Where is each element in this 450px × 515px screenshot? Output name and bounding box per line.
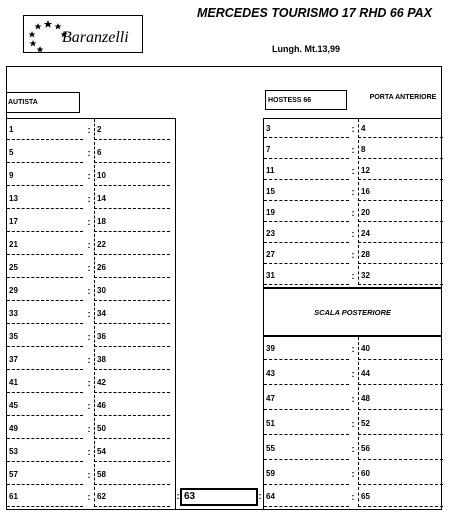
seat-cell (94, 349, 170, 370)
seat-cell (7, 349, 83, 370)
seat-number: 49 (9, 423, 18, 433)
seat-number: 21 (9, 239, 18, 249)
seat-cell (7, 211, 83, 232)
seat-cell (358, 266, 443, 285)
seat-number: 12 (361, 165, 370, 175)
hostess-label: HOSTESS 66 (268, 97, 312, 104)
seat-number: 60 (361, 468, 370, 478)
seat-number: 5 (9, 147, 14, 157)
seat-cell (7, 418, 83, 439)
seat-cell (358, 487, 443, 507)
seat-cell (7, 142, 83, 163)
seat-number: 4 (361, 123, 366, 133)
seat-cell (264, 245, 349, 264)
seat-number: 36 (97, 331, 106, 341)
rear-stairs-label: SCALA POSTERIORE (314, 308, 391, 317)
star-icon (35, 23, 42, 30)
seat-cell (94, 464, 170, 485)
seat-separator: : (87, 124, 91, 135)
seat-separator: : (87, 193, 91, 204)
seat-separator: : (87, 285, 91, 296)
seat-cell (264, 412, 349, 435)
seat-number: 3 (266, 123, 271, 133)
seat-number: 26 (97, 262, 106, 272)
seat-cell (264, 161, 349, 180)
seat-number: 59 (266, 468, 275, 478)
seat-cell (7, 257, 83, 278)
seat-number: 57 (9, 469, 18, 479)
seat-number: 2 (97, 124, 102, 134)
seat-separator: : (87, 423, 91, 434)
seat-number: 61 (9, 492, 18, 501)
seat-cell (94, 257, 170, 278)
logo (23, 15, 143, 53)
seat-number: 52 (361, 418, 370, 428)
seat-number: 22 (97, 239, 106, 249)
seat-separator: : (351, 249, 355, 260)
seat-cell (264, 387, 349, 410)
seat-cell (264, 462, 349, 485)
seat-separator: : (351, 123, 355, 134)
seat-number: 24 (361, 228, 370, 238)
seat-number: 18 (97, 216, 106, 226)
seat-number: 35 (9, 331, 18, 341)
seat-separator: : (351, 270, 355, 281)
seat-number: 53 (9, 446, 18, 456)
seat-number: 1 (9, 124, 14, 134)
seat-cell (7, 464, 83, 485)
seat-cell (94, 165, 170, 186)
seat-separator: : (87, 147, 91, 158)
seat-separator: : (87, 170, 91, 181)
seat-cell (358, 161, 443, 180)
seat-number: 33 (9, 308, 18, 318)
star-icon (29, 31, 36, 38)
seat-cell (94, 211, 170, 232)
seat-number: 23 (266, 228, 275, 238)
seat-cell (358, 362, 443, 385)
seat-separator: : (87, 308, 91, 319)
seat-cell (358, 245, 443, 264)
seat-cell (94, 234, 170, 255)
seat-separator: : (87, 446, 91, 457)
seat-cell (7, 280, 83, 301)
seat-separator: : (176, 491, 180, 501)
seat-number: 39 (266, 343, 275, 353)
seat-cell (94, 188, 170, 209)
seat-number: 31 (266, 270, 275, 280)
seat-number: 30 (97, 285, 106, 295)
star-icon (30, 40, 37, 47)
seat-number: 19 (266, 207, 275, 217)
seat-cell (264, 266, 349, 285)
seat-cell (94, 487, 170, 507)
seat-number: 42 (97, 377, 106, 387)
seat-cell (264, 337, 349, 360)
seat-cell (7, 234, 83, 255)
seat-number: 38 (97, 354, 106, 364)
seat-number: 29 (9, 285, 18, 295)
seat-number: 32 (361, 270, 370, 280)
seat-number: 56 (361, 443, 370, 453)
seat-cell (7, 119, 83, 140)
seat-number: 8 (361, 144, 366, 154)
seat-number: 13 (9, 193, 18, 203)
seat-cell (264, 203, 349, 222)
seat-cell (94, 372, 170, 393)
seat-cell (264, 119, 349, 138)
seat-number: 25 (9, 262, 18, 272)
seat-cell (94, 280, 170, 301)
front-door-label: PORTA ANTERIORE (369, 94, 437, 101)
seat-number: 48 (361, 393, 370, 403)
seat-number: 64 (266, 492, 275, 501)
seat-cell (264, 437, 349, 460)
seat-separator: : (351, 393, 355, 404)
seat-cell-63 (180, 488, 258, 506)
seat-number: 14 (97, 193, 106, 203)
seat-separator: : (87, 262, 91, 273)
seat-number: 40 (361, 343, 370, 353)
seat-separator: : (87, 469, 91, 480)
seat-cell (358, 119, 443, 138)
seat-cell (94, 418, 170, 439)
seat-separator: : (87, 239, 91, 250)
seat-number: 7 (266, 144, 271, 154)
seat-cell (94, 303, 170, 324)
seat-cell (7, 326, 83, 347)
seat-number: 6 (97, 147, 102, 157)
seat-number: 10 (97, 170, 106, 180)
seat-number: 47 (266, 393, 275, 403)
seat-cell (264, 224, 349, 243)
seat-cell (7, 441, 83, 462)
seat-number: 15 (266, 186, 275, 196)
seat-separator: : (87, 400, 91, 411)
seat-cell (358, 224, 443, 243)
seat-number: 27 (266, 249, 275, 259)
seat-cell (358, 337, 443, 360)
star-icon (37, 46, 44, 52)
seat-number: 37 (9, 354, 18, 364)
seat-separator: : (351, 186, 355, 197)
seat-separator: : (351, 368, 355, 379)
seat-separator: : (351, 144, 355, 155)
seat-number: 65 (361, 492, 370, 501)
seat-number: 16 (361, 186, 370, 196)
seat-cell (264, 362, 349, 385)
seat-separator: : (351, 165, 355, 176)
seat-number: 50 (97, 423, 106, 433)
driver-label: AUTISTA (8, 99, 38, 106)
seat-number: 54 (97, 446, 106, 456)
seat-separator: : (351, 207, 355, 218)
seat-cell (7, 188, 83, 209)
seat-separator: : (351, 443, 355, 454)
seat-number: 9 (9, 170, 14, 180)
seat-cell (358, 182, 443, 201)
seat-cell (358, 203, 443, 222)
seat-number: 46 (97, 400, 106, 410)
seat-separator: : (87, 354, 91, 365)
seat-number: 58 (97, 469, 106, 479)
seat-number: 17 (9, 216, 18, 226)
seat-separator: : (351, 228, 355, 239)
seat-separator: : (87, 331, 91, 342)
seat-separator: : (87, 216, 91, 227)
seat-number: 20 (361, 207, 370, 217)
seat-number: 62 (97, 492, 106, 501)
seat-cell (7, 372, 83, 393)
seat-cell (7, 303, 83, 324)
seat-cell (358, 462, 443, 485)
page-title: MERCEDES TOURISMO 17 RHD 66 PAX (197, 6, 433, 20)
seat-number: 44 (361, 368, 370, 378)
seat-cell (264, 182, 349, 201)
vehicle-length: Lungh. Mt.13,99 (272, 44, 341, 54)
seat-number: 51 (266, 418, 275, 428)
seat-separator: : (87, 492, 91, 502)
seat-separator: : (351, 418, 355, 429)
seat-number: 63 (184, 491, 196, 502)
seat-number: 43 (266, 368, 275, 378)
seat-number: 11 (266, 165, 275, 175)
seat-separator: : (258, 491, 262, 501)
seat-number: 45 (9, 400, 18, 410)
seat-cell (358, 387, 443, 410)
logo-text: Baranzelli (62, 29, 129, 46)
seat-cell (7, 165, 83, 186)
seat-cell (7, 487, 83, 507)
seat-cell (94, 119, 170, 140)
seat-separator: : (351, 492, 355, 502)
seat-cell (264, 140, 349, 159)
seat-cell (94, 326, 170, 347)
seat-separator: : (351, 468, 355, 479)
seat-cell (358, 140, 443, 159)
seat-cell (7, 395, 83, 416)
seat-cell (94, 142, 170, 163)
seat-separator: : (87, 377, 91, 388)
star-icon (44, 20, 52, 28)
seat-cell (264, 487, 349, 507)
seat-number: 34 (97, 308, 106, 318)
seat-number: 28 (361, 249, 370, 259)
seat-number: 55 (266, 443, 275, 453)
seat-cell (358, 437, 443, 460)
seat-cell (94, 395, 170, 416)
seat-number: 41 (9, 377, 18, 387)
seat-cell (94, 441, 170, 462)
seat-cell (358, 412, 443, 435)
seat-separator: : (351, 343, 355, 354)
star-icon (55, 23, 62, 30)
